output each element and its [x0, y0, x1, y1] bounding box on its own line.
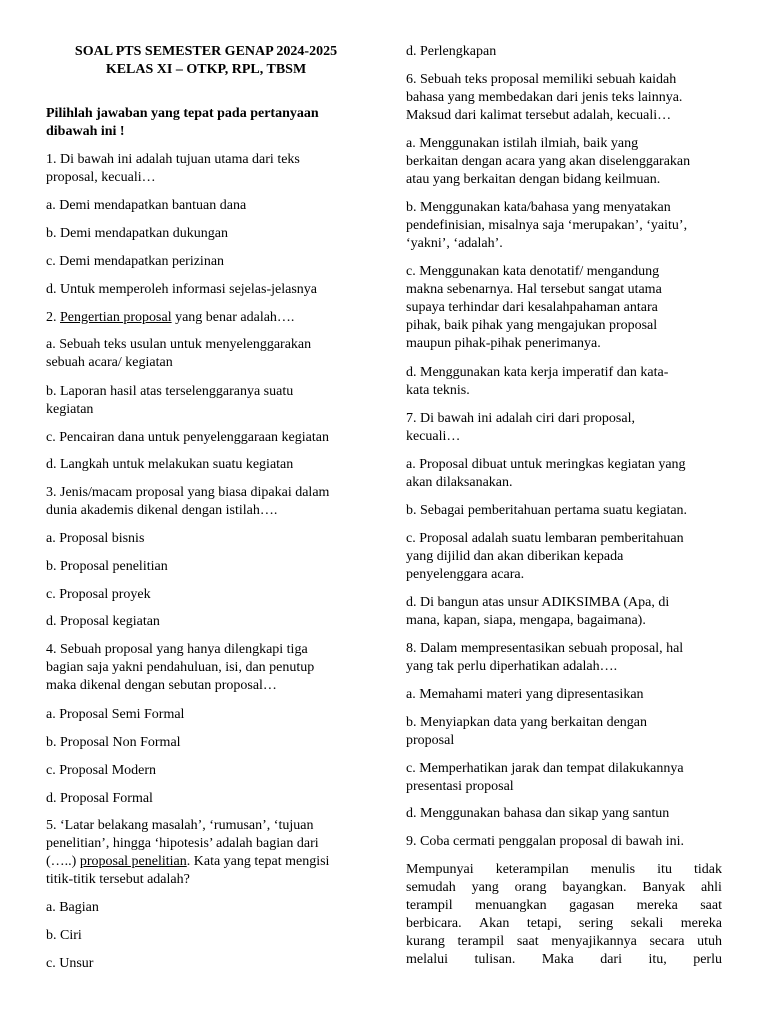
excerpt-word: Maka	[541, 952, 574, 967]
q6-option-c-line-5: maupun pihak-pihak penerimanya.	[406, 336, 601, 351]
q3-option-a: a. Proposal bisnis	[46, 531, 145, 546]
instruction-line-2: dibawah ini !	[46, 124, 125, 139]
question-1-line-2: proposal, kecuali…	[46, 170, 156, 185]
question-9: 9. Coba cermati penggalan proposal di bawah ini.	[406, 834, 684, 849]
q6-option-d-line-1: d. Menggunakan kata kerja imperatif dan kata-	[406, 365, 669, 380]
excerpt-word: tidak	[693, 862, 722, 877]
q7-option-c-line-3: penyelenggara acara.	[406, 567, 525, 582]
question-2-underlined-term: Pengertian proposal	[60, 310, 172, 325]
q8-option-b-line-1: b. Menyiapkan data yang berkaitan dengan	[406, 715, 648, 730]
q6-option-c-line-1: c. Menggunakan kata denotatif/ mengandung	[406, 264, 660, 279]
question-6-line-2: bahasa yang membedakan dari jenis teks lainnya.	[406, 90, 683, 105]
question-6-line-1: 6. Sebuah teks proposal memiliki sebuah kaidah	[406, 72, 677, 87]
q4-option-b: b. Proposal Non Formal	[46, 735, 181, 750]
question-3-line-1: 3. Jenis/macam proposal yang biasa dipakai dalam	[46, 485, 330, 500]
question-7-line-1: 7. Di bawah ini adalah ciri dari proposal,	[406, 411, 635, 426]
excerpt-line-2	[406, 879, 722, 897]
question-1-line-1: 1. Di bawah ini adalah tujuan utama dari teks	[46, 152, 300, 167]
excerpt-word: kurang	[406, 934, 445, 949]
question-4-line-1: 4. Sebuah proposal yang hanya dilengkapi tiga	[46, 642, 308, 657]
question-5-line-4: titik-titik tersebut adalah?	[46, 872, 190, 887]
q6-option-a-line-3: atau yang berkaitan dengan bidang keilmuan.	[406, 172, 661, 187]
excerpt-word: semudah	[406, 880, 456, 895]
excerpt-word: Banyak	[642, 880, 686, 895]
q6-option-b-line-1: b. Menggunakan kata/bahasa yang menyatakan	[406, 200, 671, 215]
question-5-line-3	[46, 853, 329, 871]
q2-option-b-line-1: b. Laporan hasil atas terselenggaranya suatu	[46, 384, 294, 399]
excerpt-word: sekali	[630, 916, 664, 931]
q6-option-a-line-2: berkaitan dengan acara yang akan diselenggarakan	[406, 154, 691, 169]
excerpt-word: utuh	[697, 934, 722, 949]
q6-option-a-line-1: a. Menggunakan istilah ilmiah, baik yang	[406, 136, 639, 151]
excerpt-word: itu	[657, 862, 672, 877]
question-7-line-2: kecuali…	[406, 429, 461, 444]
excerpt-line-5	[406, 933, 722, 951]
excerpt-word: saat	[516, 934, 539, 949]
excerpt-word: melalui	[406, 952, 448, 967]
excerpt-word: menyajikannya	[551, 934, 637, 949]
q5-option-a: a. Bagian	[46, 900, 99, 915]
question-5-line-2: penelitian’, hingga ‘hipotesis’ adalah bagian dari	[46, 836, 319, 851]
excerpt-word: mereka	[636, 898, 678, 913]
excerpt-word: sering	[578, 916, 614, 931]
excerpt-word: yang	[471, 880, 499, 895]
q7-option-c-line-1: c. Proposal adalah suatu lembaran pemberitahuan	[406, 531, 684, 546]
question-8-line-1: 8. Dalam mempresentasikan sebuah proposal, hal	[406, 641, 684, 656]
excerpt-word: berbicara.	[406, 916, 462, 931]
excerpt-word: mereka	[680, 916, 722, 931]
excerpt-word: keterampilan	[495, 862, 569, 877]
q5-option-c: c. Unsur	[46, 956, 94, 971]
q6-option-c-line-2: makna sebenarnya. Hal tersebut sangat utama	[406, 282, 662, 297]
excerpt-word: dari	[600, 952, 622, 967]
q7-option-a-line-1: a. Proposal dibuat untuk meringkas kegiatan yang	[406, 457, 686, 472]
q4-option-a: a. Proposal Semi Formal	[46, 707, 185, 722]
q8-option-c-line-2: presentasi proposal	[406, 779, 514, 794]
q2-option-c: c. Pencairan dana untuk penyelenggaraan kegiatan	[46, 430, 329, 445]
q2-option-b-line-2: kegiatan	[46, 402, 94, 417]
excerpt-word: ahli	[700, 880, 722, 895]
question-4-line-2: bagian saja yakni pendahuluan, isi, dan penutup	[46, 660, 315, 675]
excerpt-word: Mempunyai	[406, 862, 474, 877]
excerpt-word: orang	[514, 880, 547, 895]
q6-option-b-line-3: ‘yakni’, ‘adalah’.	[406, 236, 503, 251]
question-5-line-3-suffix: . Kata yang tepat mengisi	[186, 854, 330, 869]
q5-option-d: d. Perlengkapan	[406, 44, 497, 59]
q7-option-b: b. Sebagai pemberitahuan pertama suatu kegiatan.	[406, 503, 688, 518]
document-title-line-1: SOAL PTS SEMESTER GENAP 2024-2025	[74, 44, 338, 59]
q8-option-d: d. Menggunakan bahasa dan sikap yang santun	[406, 806, 670, 821]
excerpt-line-3	[406, 897, 722, 915]
excerpt-word: Akan	[479, 916, 510, 931]
question-3-line-2: dunia akademis dikenal dengan istilah….	[46, 503, 278, 518]
q2-option-d: d. Langkah untuk melakukan suatu kegiatan	[46, 457, 294, 472]
q3-option-c: c. Proposal proyek	[46, 587, 151, 602]
question-2-suffix: yang benar adalah….	[171, 310, 295, 325]
q7-option-a-line-2: akan dilaksanakan.	[406, 475, 513, 490]
q8-option-a: a. Memahami materi yang dipresentasikan	[406, 687, 644, 702]
excerpt-word: secara	[649, 934, 685, 949]
excerpt-line-4	[406, 915, 722, 933]
q7-option-d-line-1: d. Di bangun atas unsur ADIKSIMBA (Apa, di	[406, 595, 670, 610]
question-5-underlined-term: proposal penelitian	[79, 854, 187, 869]
excerpt-word: perlu	[693, 952, 722, 967]
question-6-line-3: Maksud dari kalimat tersebut adalah, kecuali…	[406, 108, 672, 123]
q6-option-c-line-4: pihak, baik pihak yang mengajukan proposal	[406, 318, 658, 333]
instruction-line-1: Pilihlah jawaban yang tepat pada pertanyaan	[46, 106, 319, 121]
q7-option-c-line-2: yang dijilid dan akan diberikan kepada	[406, 549, 624, 564]
excerpt-word: terampil	[457, 934, 505, 949]
excerpt-word: menuangkan	[475, 898, 547, 913]
q6-option-d-line-2: kata teknis.	[406, 383, 470, 398]
question-4-line-3: maka dikenal dengan sebutan proposal…	[46, 678, 277, 693]
excerpt-word: menulis	[590, 862, 636, 877]
q8-option-c-line-1: c. Memperhatikan jarak dan tempat dilakukannya	[406, 761, 684, 776]
question-8-line-2: yang tak perlu diperhatikan adalah….	[406, 659, 618, 674]
q5-option-b: b. Ciri	[46, 928, 82, 943]
q6-option-b-line-2: pendefinisian, misalnya saja ‘merupakan’, ‘yaitu’,	[406, 218, 688, 233]
question-2-prefix: 2.	[46, 310, 60, 325]
question-2	[46, 309, 294, 327]
excerpt-line-1	[406, 861, 722, 879]
excerpt-word: tetapi,	[526, 916, 562, 931]
q3-option-b: b. Proposal penelitian	[46, 559, 168, 574]
q4-option-c: c. Proposal Modern	[46, 763, 157, 778]
excerpt-word: terampil	[406, 898, 453, 913]
q2-option-a-line-2: sebuah acara/ kegiatan	[46, 355, 173, 370]
question-5-line-1: 5. ‘Latar belakang masalah’, ‘rumusan’, ‘tujuan	[46, 818, 314, 833]
question-5-blank: (…..)	[46, 854, 80, 869]
q8-option-b-line-2: proposal	[406, 733, 455, 748]
q1-option-a: a. Demi mendapatkan bantuan dana	[46, 198, 247, 213]
excerpt-word: saat	[700, 898, 722, 913]
q1-option-d: d. Untuk memperoleh informasi sejelas-jelasnya	[46, 282, 317, 297]
excerpt-word: itu,	[648, 952, 667, 967]
q6-option-c-line-3: supaya terhindar dari kesalahpahaman antara	[406, 300, 658, 315]
q3-option-d: d. Proposal kegiatan	[46, 614, 160, 629]
excerpt-word: gagasan	[569, 898, 615, 913]
q1-option-c: c. Demi mendapatkan perizinan	[46, 254, 225, 269]
q7-option-d-line-2: mana, kapan, siapa, mengapa, bagaimana).	[406, 613, 646, 628]
q4-option-d: d. Proposal Formal	[46, 791, 153, 806]
excerpt-word: tulisan.	[474, 952, 516, 967]
excerpt-line-6	[406, 951, 722, 969]
excerpt-word: bayangkan.	[562, 880, 627, 895]
document-title-line-2: KELAS XI – OTKP, RPL, TBSM	[105, 62, 307, 77]
q1-option-b: b. Demi mendapatkan dukungan	[46, 226, 228, 241]
q2-option-a-line-1: a. Sebuah teks usulan untuk menyelenggarakan	[46, 337, 312, 352]
